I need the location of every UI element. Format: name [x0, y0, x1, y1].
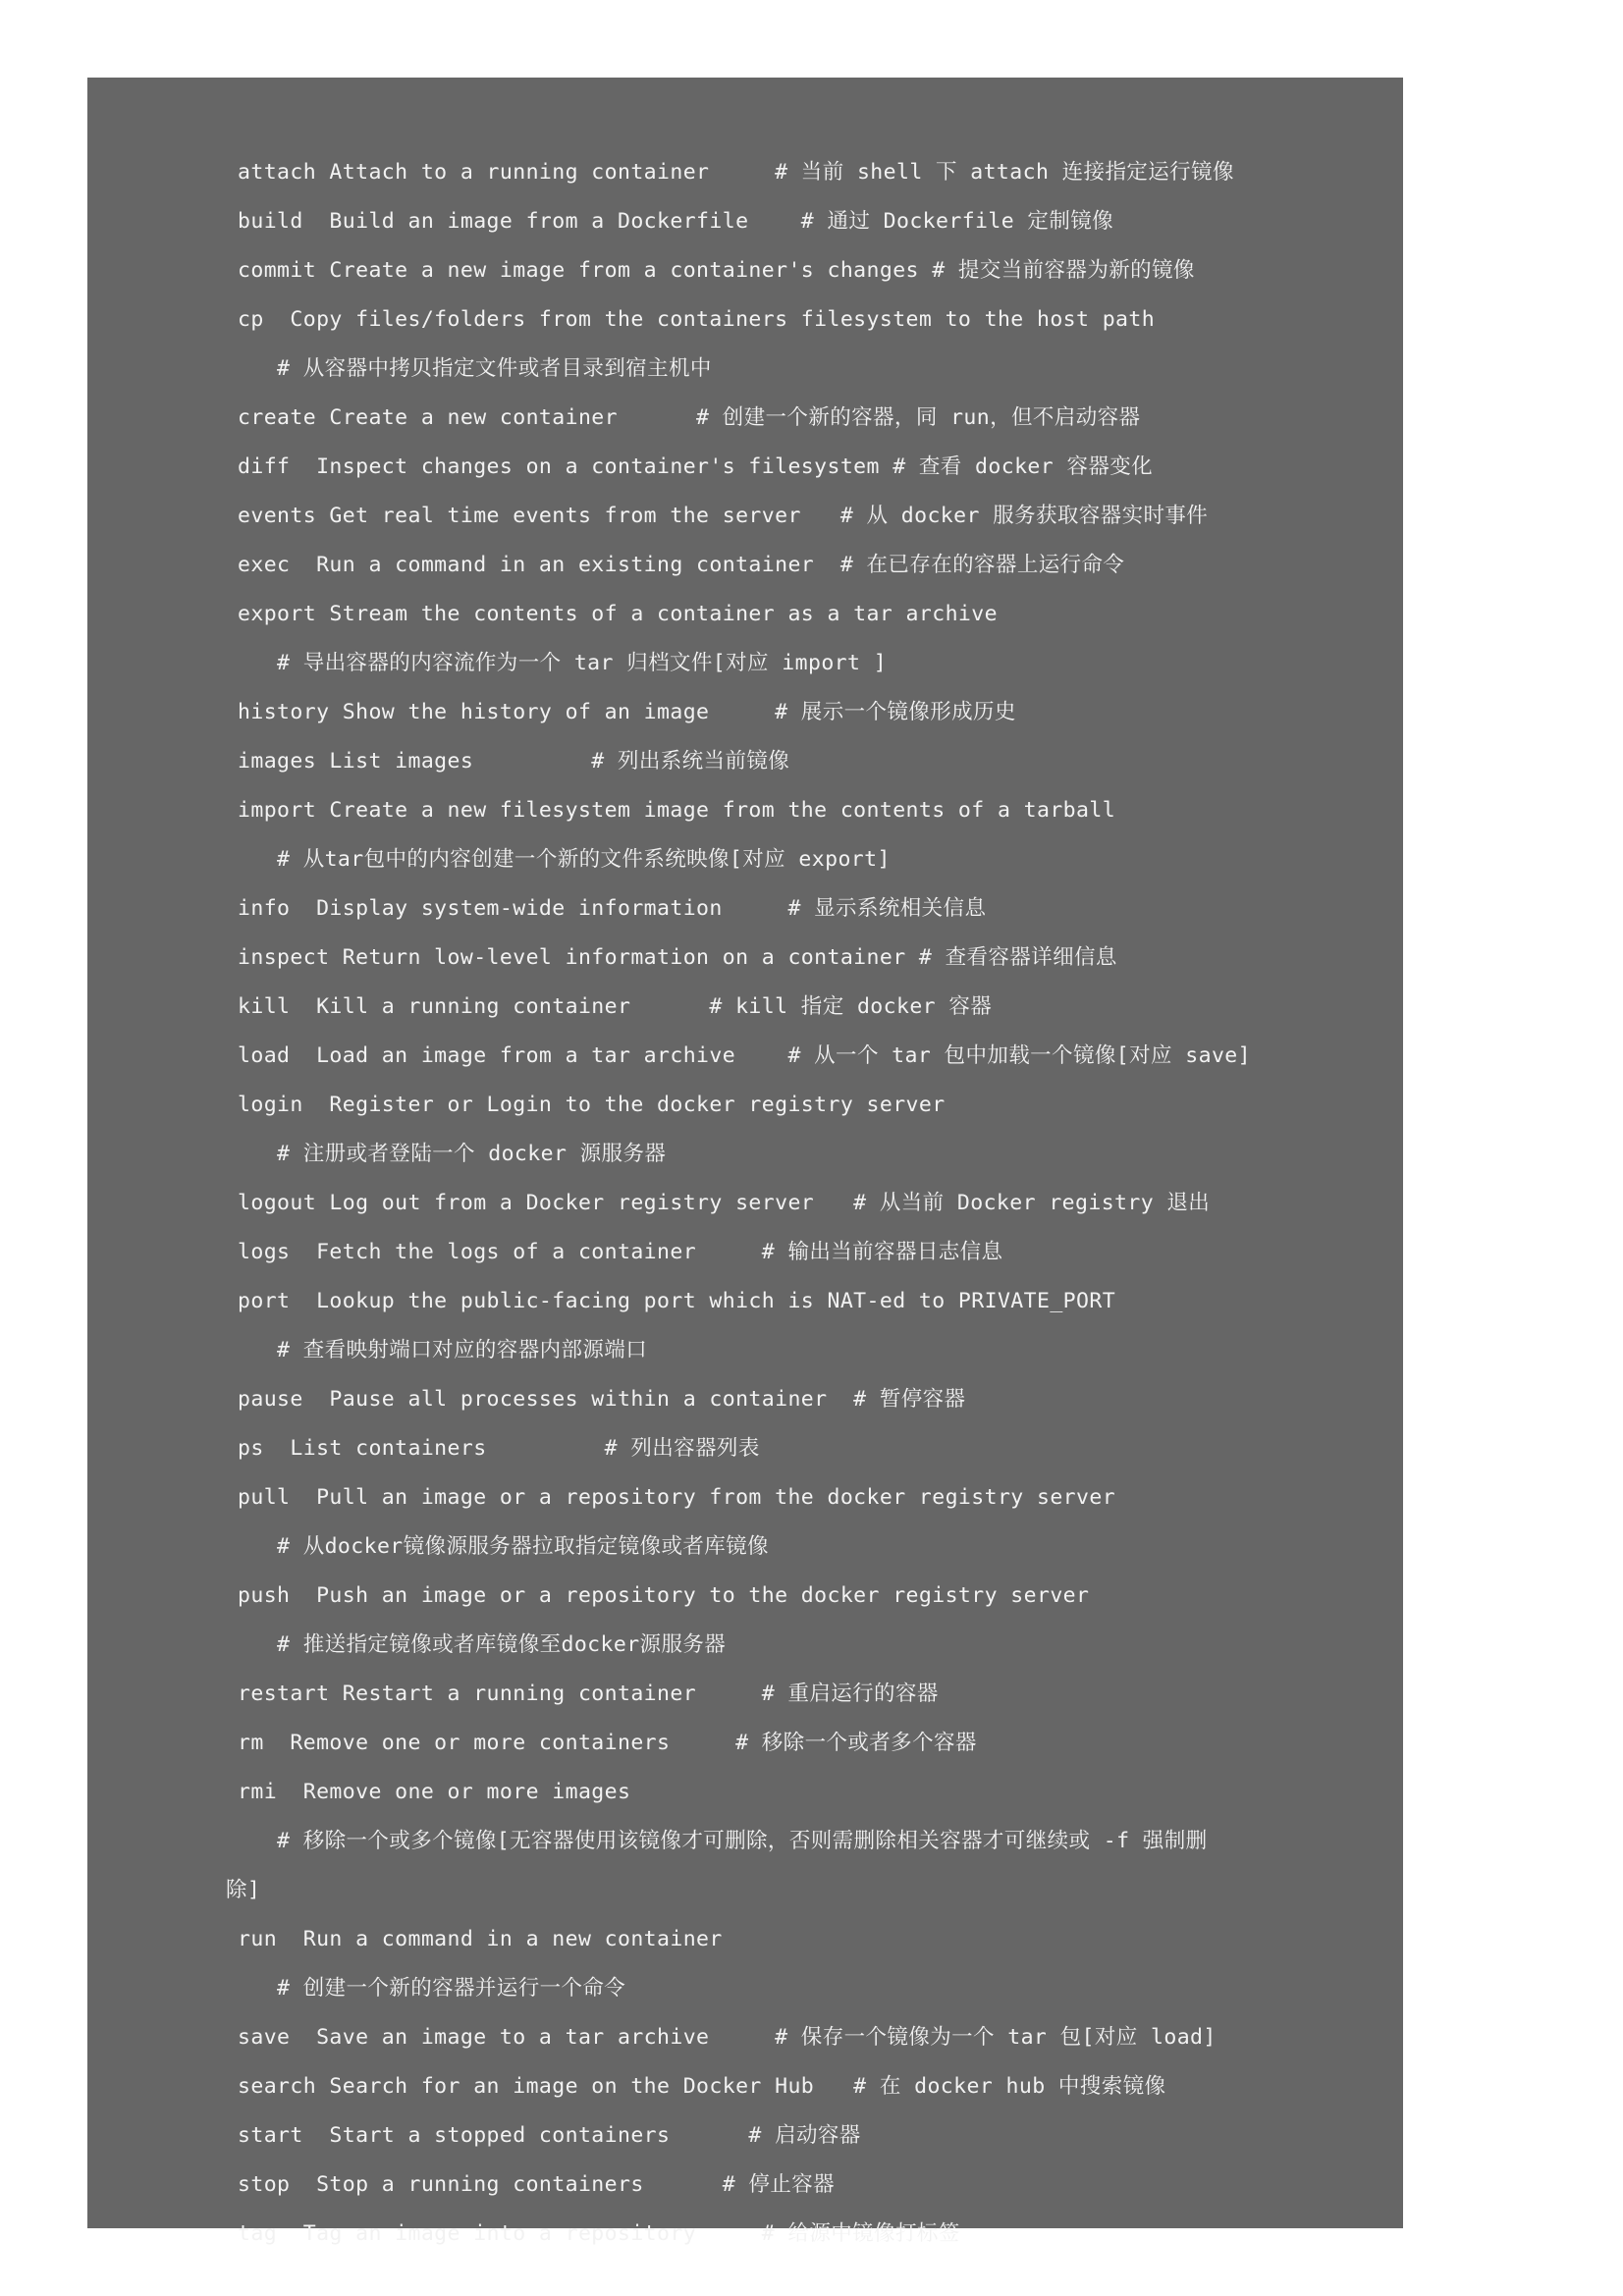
code-line: info Display system-wide information # 显示系统相关信息: [238, 896, 987, 921]
code-line: tag Tag an image into a repository # 给源中镜像打标签: [238, 2221, 960, 2246]
code-line: # 查看映射端口对应的容器内部源端口: [277, 1338, 648, 1362]
code-line: pause Pause all processes within a container # 暂停容器: [238, 1387, 966, 1412]
code-line: 除]: [226, 1878, 261, 1902]
code-line: rmi Remove one or more images: [238, 1780, 631, 1804]
code-block: [87, 78, 1403, 2246]
code-line: push Push an image or a repository to the docker registry server: [238, 1583, 1090, 1608]
code-line: # 从tar包中的内容创建一个新的文件系统映像[对应 export]: [277, 847, 891, 872]
code-line: run Run a command in a new container: [238, 1927, 723, 1951]
code-line: login Register or Login to the docker registry server: [238, 1093, 946, 1117]
code-line: # 从容器中拷贝指定文件或者目录到宿主机中: [277, 356, 712, 381]
code-line: create Create a new container # 创建一个新的容器，同 run，但不启动容器: [238, 405, 1141, 430]
code-line: # 创建一个新的容器并运行一个命令: [277, 1976, 626, 2001]
code-line: images List images # 列出系统当前镜像: [238, 749, 790, 774]
code-line: start Start a stopped containers # 启动容器: [238, 2123, 861, 2148]
code-line: kill Kill a running container # kill 指定 docker 容器: [238, 994, 993, 1019]
code-line: # 注册或者登陆一个 docker 源服务器: [277, 1142, 667, 1166]
code-line: load Load an image from a tar archive # 从一个 tar 包中加载一个镜像[对应 save]: [238, 1043, 1251, 1068]
code-line: # 推送指定镜像或者库镜像至docker源服务器: [277, 1632, 727, 1657]
code-line: stop Stop a running containers # 停止容器: [238, 2172, 836, 2197]
code-line: exec Run a command in an existing container # 在已存在的容器上运行命令: [238, 553, 1125, 577]
code-line: logs Fetch the logs of a container # 输出当前容器日志信息: [238, 1240, 1003, 1264]
code-line: history Show the history of an image # 展示一个镜像形成历史: [238, 700, 1016, 724]
code-line: restart Restart a running container # 重启运行的容器: [238, 1682, 939, 1706]
code-line: cp Copy files/folders from the containers filesystem to the host path: [238, 307, 1156, 332]
code-line: ps List containers # 列出容器列表: [238, 1436, 760, 1461]
code-line: # 移除一个或多个镜像[无容器使用该镜像才可删除，否则需删除相关容器才可继续或 -f 强制删: [277, 1829, 1208, 1853]
code-line: commit Create a new image from a container's changes # 提交当前容器为新的镜像: [238, 258, 1195, 283]
code-line: logout Log out from a Docker registry server # 从当前 Docker registry 退出: [238, 1191, 1211, 1215]
code-line: build Build an image from a Dockerfile # 通过 Dockerfile 定制镜像: [238, 209, 1114, 234]
code-line: save Save an image to a tar archive # 保存一个镜像为一个 tar 包[对应 load]: [238, 2025, 1217, 2050]
code-line: inspect Return low-level information on a container # 查看容器详细信息: [238, 945, 1117, 970]
code-line: export Stream the contents of a container as a tar archive: [238, 602, 998, 626]
code-line: # 导出容器的内容流作为一个 tar 归档文件[对应 import ]: [277, 651, 888, 675]
code-line: pull Pull an image or a repository from the docker registry server: [238, 1485, 1116, 1510]
code-line: import Create a new filesystem image from the contents of a tarball: [238, 798, 1116, 823]
code-line: rm Remove one or more containers # 移除一个或者多个容器: [238, 1731, 977, 1755]
code-line: attach Attach to a running container # 当前 shell 下 attach 连接指定运行镜像: [238, 160, 1234, 185]
code-line: events Get real time events from the server # 从 docker 服务获取容器实时事件: [238, 504, 1209, 528]
code-line: port Lookup the public-facing port which is NAT-ed to PRIVATE_PORT: [238, 1289, 1116, 1313]
code-line: search Search for an image on the Docker Hub # 在 docker hub 中搜索镜像: [238, 2074, 1166, 2099]
code-line: # 从docker镜像源服务器拉取指定镜像或者库镜像: [277, 1534, 769, 1559]
code-line: diff Inspect changes on a container's filesystem # 查看 docker 容器变化: [238, 454, 1154, 479]
